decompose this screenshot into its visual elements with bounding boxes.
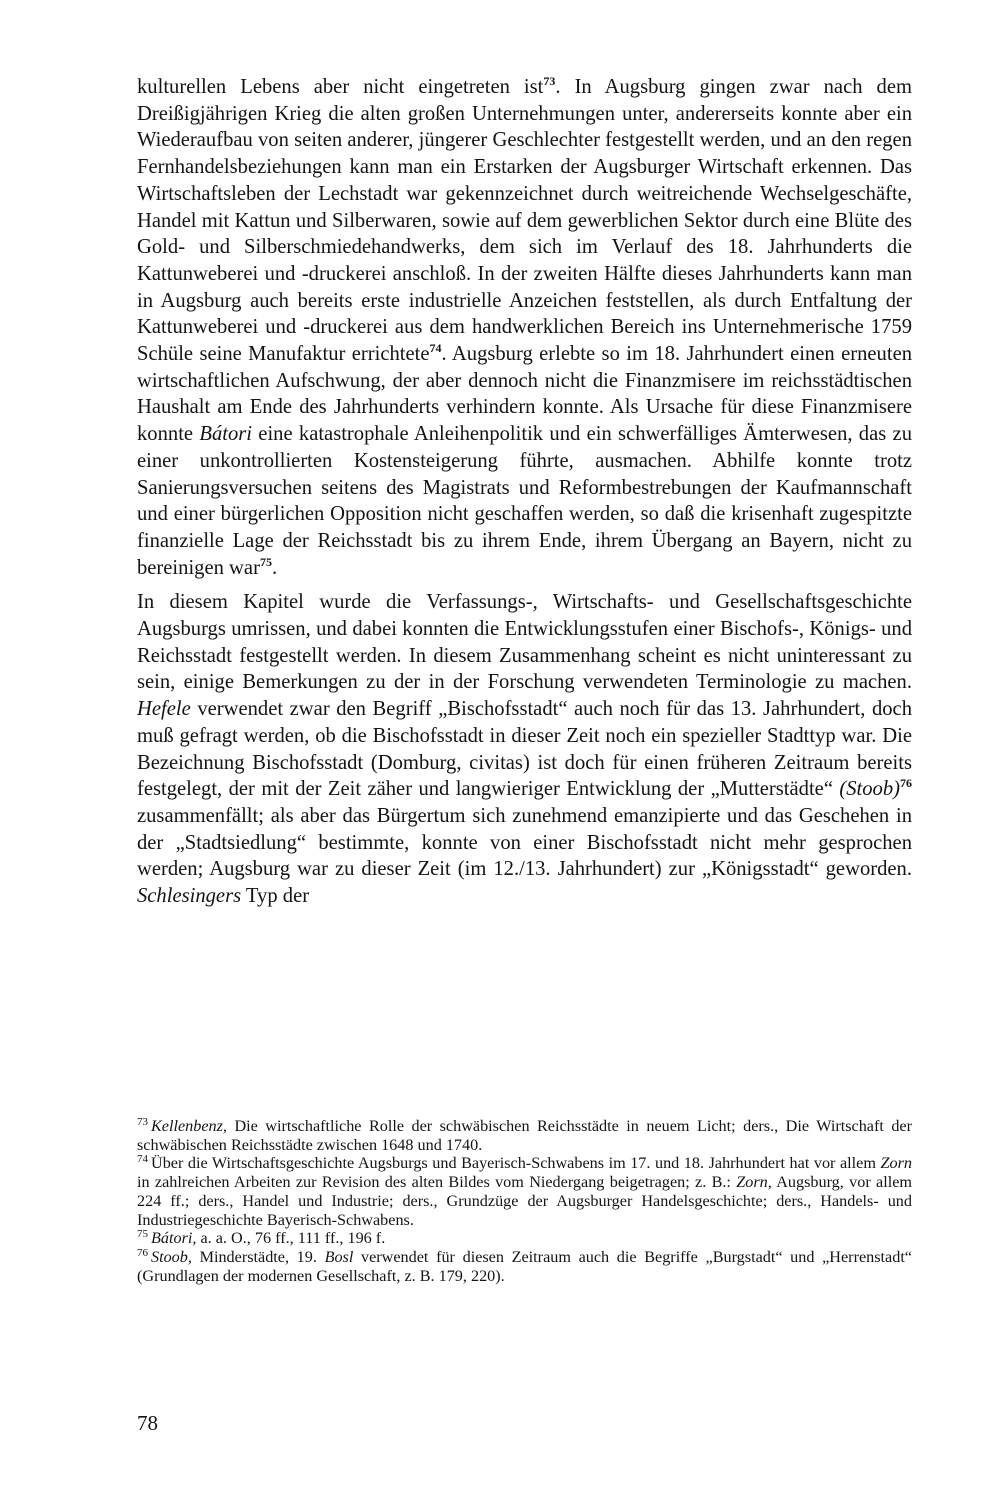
footnote-reference: 76 <box>900 776 912 791</box>
italic-name: Schlesingers <box>137 885 242 908</box>
footnote-reference: 73 <box>543 74 556 89</box>
footnote-reference: 75 <box>259 554 272 569</box>
text-run: verwendet zwar den Begriff „Bischofsstadt“ auch noch für das 13. Jahrhundert, doch muß gefragt werden, ob die Bischofsstadt in dieser Zeit noch ein spezieller Stadttyp war. Die Bezeichnung Bischofsstadt (Domburg, civitas) ist doch für einen früheren Zeitraum bereits festgelegt, der mit der Zeit zäher und langwieriger Entwicklung der „Mutterstädte“ <box>137 698 912 801</box>
text-run: Augsburg, vor allem 224 ff.; ders., Handel und Industrie; ders., Grundzüge der Augsburger Handelsgeschichte; ders., Handels- und Industriegeschichte Bayerisch-Schwabens. <box>137 1173 912 1229</box>
text-run: In diesem Kapitel wurde die Verfassungs-, Wirtschafts- und Gesellschaftsgeschichte Augsburgs umrissen, und dabei konnten die Entwicklungsstufen einer Bischofs-, Königs- und Reichsstadt festgestellt werden. In diesem Zusammenhang scheint es nicht uninteressant zu sein, einige Bemerkungen zu der in der Forschung verwendeten Terminologie zu machen. <box>137 591 912 694</box>
footnote-number: 73 <box>137 1115 148 1128</box>
italic-name: Kellenbenz, <box>151 1117 227 1135</box>
body-text <box>137 74 912 910</box>
footnote <box>137 1117 912 1154</box>
footnote-number: 76 <box>137 1246 148 1259</box>
text-run: . <box>271 556 278 579</box>
italic-name: (Stoob) <box>839 778 900 801</box>
text-run: a. a. O., 76 ff., 111 ff., 196 f. <box>196 1229 386 1248</box>
footnote-number: 74 <box>137 1153 148 1166</box>
italic-name: Bátori <box>199 423 252 446</box>
text-run: . Augsburg erlebte so im 18. Jahrhundert einen erneuten wirtschaftlichen Aufschwung, der aber dennoch nicht die Finanzmisere im reichsstädtischen Haushalt am Ende des Jahrhunderts verhindern konnte. Als Ursache für diese Finanzmisere konnte <box>137 343 913 446</box>
text-run: in zahlreichen Arbeiten zur Revision des alten Bildes vom Niedergang beigetragen; z. B.: <box>137 1173 737 1192</box>
footnote <box>137 1248 912 1285</box>
text-run: kulturellen Lebens aber nicht eingetreten ist <box>137 76 544 98</box>
text-run: Typ der <box>241 885 310 908</box>
footnote-number: 75 <box>137 1227 148 1240</box>
italic-name: Zorn, <box>736 1173 772 1192</box>
text-run: verwendet für diesen Zeitraum auch die Begriffe „Burgstadt“ und „Herrenstadt“ (Grundlagen der modernen Gesellschaft, z. B. 179, 220). <box>137 1247 912 1285</box>
text-run: Über die Wirtschaftsgeschichte Augsburgs und Bayerisch-Schwabens im 17. und 18. Jahrhundert hat vor allem <box>151 1154 881 1173</box>
paragraph <box>137 74 912 581</box>
italic-name: Bosl <box>324 1247 354 1266</box>
italic-name: Bátori, <box>151 1229 197 1248</box>
footnotes <box>137 1117 912 1285</box>
text-run: Minderstädte, 19. <box>191 1247 325 1266</box>
text-run: Die wirtschaftliche Rolle der schwäbischen Reichsstädte in neuem Licht; ders., Die Wirtschaft der schwäbischen Reichsstädte zwischen 1648 und 1740. <box>137 1117 912 1154</box>
text-run: eine katastrophale Anleihenpolitik und ein schwerfälliges Ämterwesen, das zu einer unkontrollierten Kostensteigerung führte, ausmachen. Abhilfe konnte trotz Sanierungsversuchen seitens des Magistrats und Reformbestrebungen der Kaufmannschaft und einer bürgerlichen Opposition nicht geschaffen werden, so daß die krisenhaft zugespitzte finanzielle Lage der Reichsstadt bis zu ihrem Ende, ihrem Übergang an Bayern, nicht zu bereinigen war <box>137 423 912 579</box>
footnote <box>137 1154 912 1229</box>
footnote-reference: 74 <box>429 341 442 356</box>
text-run: . In Augsburg gingen zwar nach dem Dreißigjährigen Krieg die alten großen Unternehmungen unter, andererseits konnte aber ein Wiederaufbau von seiten anderer, jüngerer Geschlechter festgestellt werden, und an den regen Fernhandelsbeziehungen kann man ein Erstarken der Augsburger Wirtschaft erkennen. Das Wirtschaftsleben der Lechstadt war gekennzeichnet durch weitreichende Wechselgeschäfte, Handel mit Kattun und Silberwaren, sowie auf dem gewerblichen Sektor durch eine Blüte des Gold- und Silberschmiedehandwerks, dem sich im Verlauf des 18. Jahrhunderts die Kattunweberei und -druckerei anschloß. In der zweiten Hälfte dieses Jahrhunderts kann man in Augsburg auch bereits erste industrielle Anzeichen feststellen, als durch Entfaltung der Kattunweberei und -druckerei aus dem handwerklichen Bereich ins Unternehmerische 1759 Schüle seine Manufaktur errichtete <box>137 76 912 366</box>
italic-name: Zorn <box>880 1154 912 1173</box>
italic-name: Hefele <box>137 698 191 721</box>
page-number: 78 <box>137 1411 158 1435</box>
text-run: zusammenfällt; als aber das Bürgertum sich zunehmend emanzipierte und das Geschehen in der „Stadtsiedlung“ bestimmte, konnte von einer Bischofsstadt nicht mehr gesprochen werden; Augsburg war zu dieser Zeit (im 12./13. Jahrhundert) zur „Königsstadt“ geworden. <box>137 804 912 881</box>
italic-name: Stoob, <box>151 1247 192 1266</box>
paragraph <box>137 589 912 909</box>
footnote <box>137 1229 912 1248</box>
